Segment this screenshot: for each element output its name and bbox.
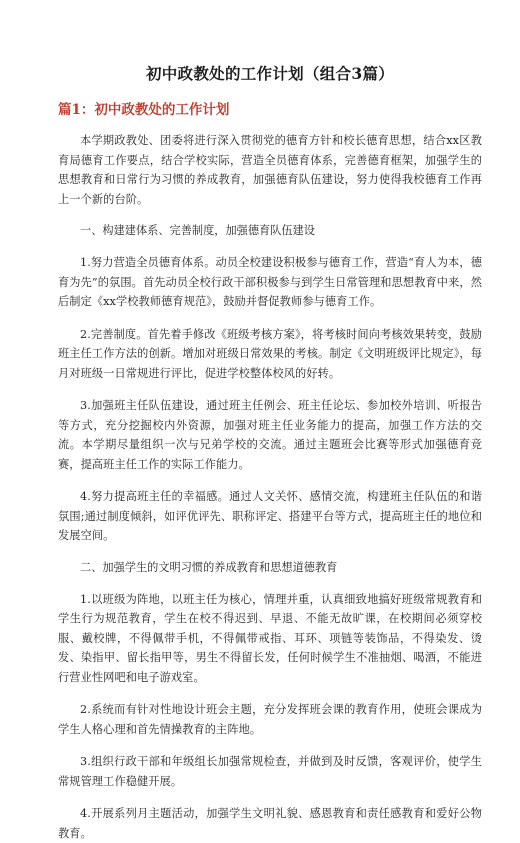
part1-item: 4.努力提高班主任的幸福感。通过人文关怀、感情交流，构建班主任队伍的和谐氛围;通过制度倾斜，如评优评先、职称评定、搭建平台等方式，提高班主任的地位和发展空间。 <box>58 490 482 542</box>
part2-heading: 二、加强学生的文明习惯的养成教育和思想道德教育 <box>80 560 338 574</box>
part1-item: 2.完善制度。首先着手修改《班级考核方案》，将考核时间向考核效果转变，鼓励班主任工作方法的创新。增加对班级日常效果的考核。制定《文明班级评比规定》，每月对班级一日常规进行评比，促进学校整体校风的好转。 <box>58 327 482 380</box>
part2-item: 1.以班级为阵地，以班主任为核心，情理并重，认真细致地搞好班级常规教育和学生行为规范教育，学生在校不得迟到、早退、不能无故旷课，在校期间必须穿校服、戴校牌，不得佩带手机，不得佩带戒指、耳环、项链等装饰品，不得染发、烫发、染指甲、留长指甲等，男生不得留长发，任何时候学生不准抽烟、喝酒，不能进行营业性网吧和电子游戏室。 <box>58 592 482 684</box>
intro-paragraph: 本学期政教处、团委将进行深入贯彻党的德育方针和校长德育思想，结合xx区教育局德育工作要点，结合学校实际，营造全员德育体系，完善德育框架，加强学生的思想教育和日常行为习惯的养成教育，加强德育队伍建设，努力使得我校德育工作再上一个新的台阶。 <box>58 134 482 206</box>
section-heading: 篇1：初中政教处的工作计划 <box>58 102 230 118</box>
part1-item: 3.加强班主任队伍建设，通过班主任例会、班主任论坛、参加校外培训、听报告等方式，充分挖掘校内外资源，加强对班主任业务能力的提高，加强工作方法的交流。本学期尽量组织一次与兄弟学校的交流。通过主题班会比赛等形式加强德育竞赛，提高班主任工作的实际工作能力。 <box>58 399 482 471</box>
part1-item: 1.努力营造全员德育体系。动员全校建设积极参与德育工作，营造“育人为本，德育为先”的氛围。首先动员全校行政干部积极参与到学生日常管理和思想教育中来，然后制定《xx学校教师德育规范》，鼓励并督促教师参与德育工作。 <box>58 256 482 308</box>
part1-heading: 一、构建建体系、完善制度，加强德育队伍建设 <box>80 224 315 237</box>
document-title: 初中政教处的工作计划（组合3篇） <box>145 64 395 83</box>
part2-item: 2.系统而有针对性地设计班会主题，充分发挥班会课的教育作用，使班会课成为学生人格心理和首先情操教育的主阵地。 <box>58 703 482 736</box>
part2-item: 3.组织行政干部和年级组长加强常规检查，并做到及时反馈，客观评价，使学生常规管理工作稳健开展。 <box>58 755 482 788</box>
part2-item: 4.开展系列月主题活动，加强学生文明礼貌、感恩教育和责任感教育和爱好公物教育。 <box>58 807 482 840</box>
